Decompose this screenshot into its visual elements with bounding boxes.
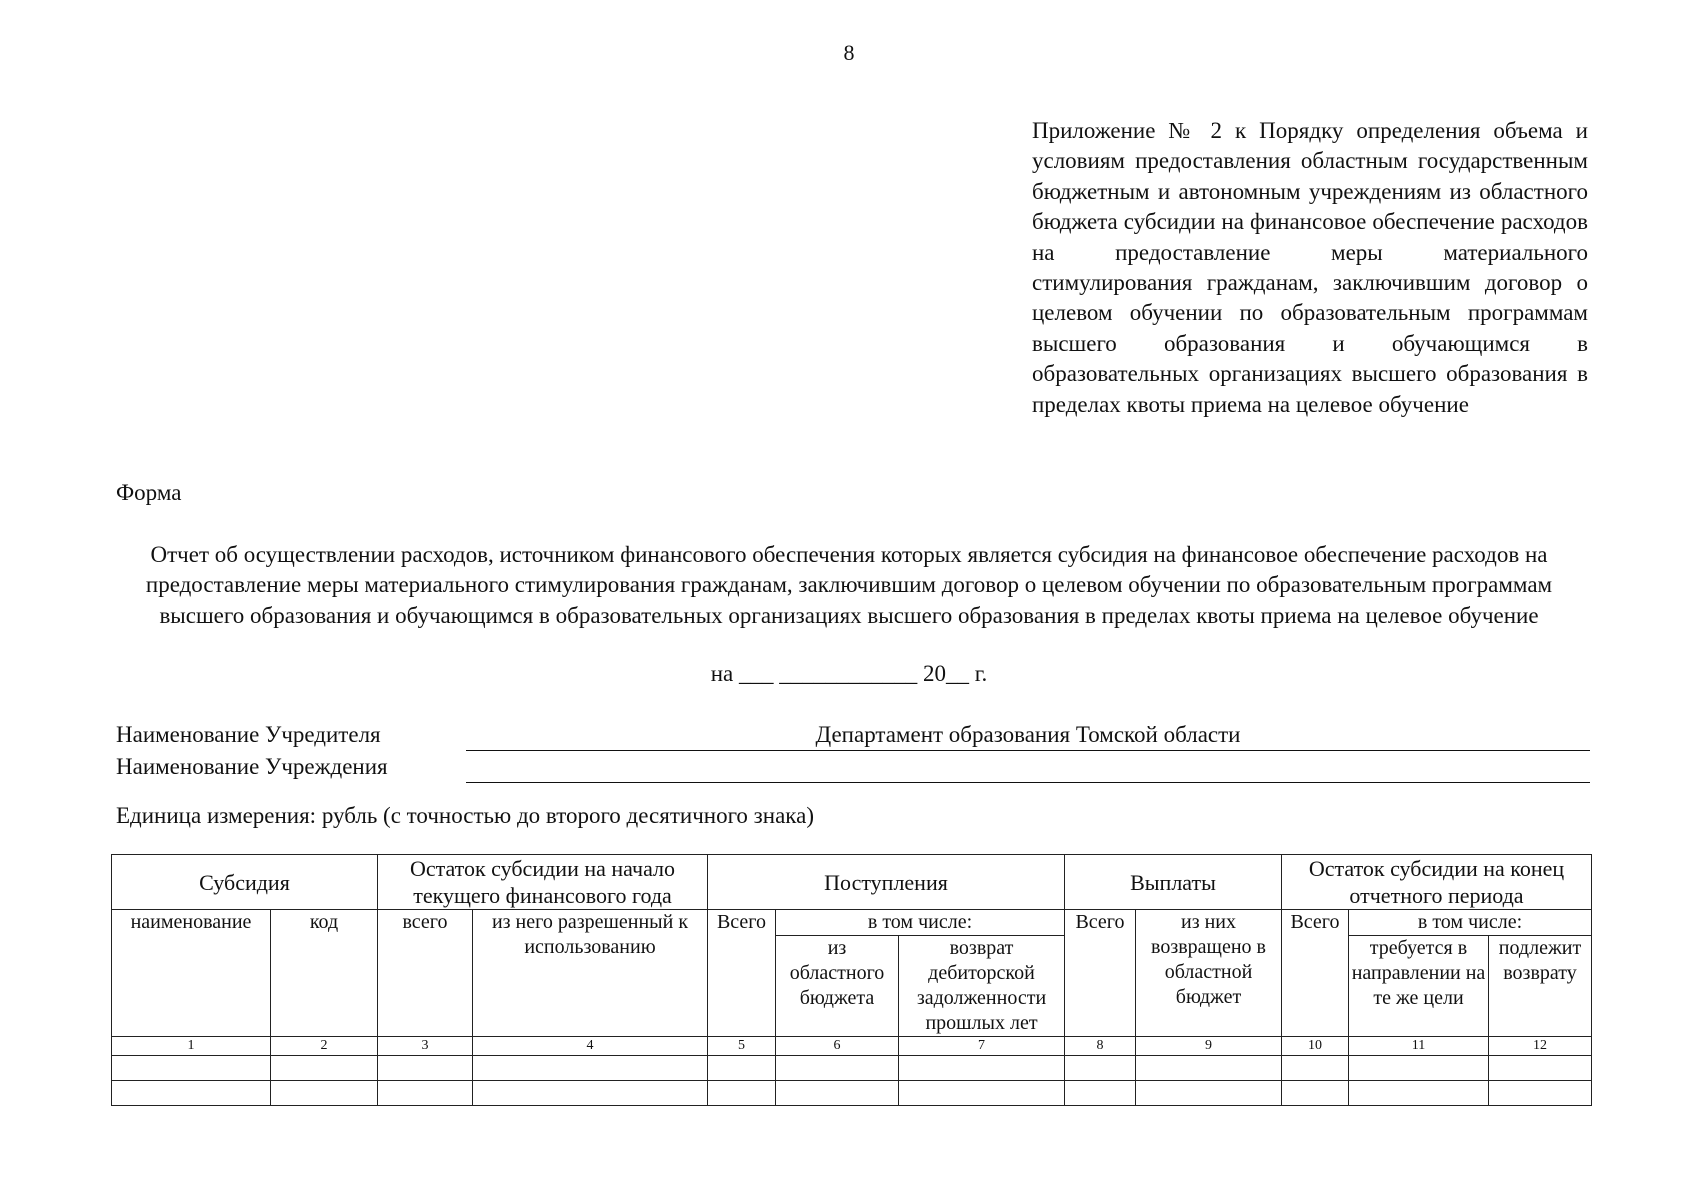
table-cell[interactable] bbox=[1489, 1081, 1592, 1106]
table-cell[interactable] bbox=[378, 1056, 473, 1081]
header-end-balance: Остаток субсидии на конец отчетного периода bbox=[1282, 855, 1592, 910]
table-cell[interactable] bbox=[271, 1056, 378, 1081]
table-cell[interactable] bbox=[1136, 1081, 1282, 1106]
report-table bbox=[111, 854, 1592, 1106]
column-number: 3 bbox=[378, 1037, 473, 1056]
table-cell[interactable] bbox=[899, 1056, 1065, 1081]
table-cell[interactable] bbox=[776, 1056, 899, 1081]
header-start-total: всего bbox=[378, 910, 473, 1037]
column-number: 11 bbox=[1349, 1037, 1489, 1056]
header-payments-total: Всего bbox=[1065, 910, 1136, 1037]
header-from-regional: из областного бюджета bbox=[776, 936, 899, 1037]
header-code: код bbox=[271, 910, 378, 1037]
founder-label: Наименование Учредителя bbox=[116, 722, 381, 747]
column-number-row bbox=[112, 1037, 1592, 1056]
table-cell[interactable] bbox=[1282, 1056, 1349, 1081]
header-end-total: Всего bbox=[1282, 910, 1349, 1037]
table-cell[interactable] bbox=[378, 1081, 473, 1106]
table-cell[interactable] bbox=[1489, 1056, 1592, 1081]
header-to-return: подлежит возврату bbox=[1489, 936, 1592, 1037]
column-number: 1 bbox=[112, 1037, 271, 1056]
header-subsidy: Субсидия bbox=[112, 855, 378, 910]
table-cell[interactable] bbox=[1065, 1081, 1136, 1106]
column-number: 5 bbox=[708, 1037, 776, 1056]
table-cell[interactable] bbox=[708, 1081, 776, 1106]
table-cell[interactable] bbox=[708, 1056, 776, 1081]
table-cell[interactable] bbox=[271, 1081, 378, 1106]
table-cell[interactable] bbox=[1349, 1081, 1489, 1106]
table-cell[interactable] bbox=[1136, 1056, 1282, 1081]
table-cell[interactable] bbox=[112, 1056, 271, 1081]
table-cell[interactable] bbox=[776, 1081, 899, 1106]
founder-field[interactable]: Департамент образования Томской области bbox=[466, 722, 1590, 751]
column-number: 4 bbox=[473, 1037, 708, 1056]
column-number: 6 bbox=[776, 1037, 899, 1056]
column-number: 8 bbox=[1065, 1037, 1136, 1056]
header-receipts-total: Всего bbox=[708, 910, 776, 1037]
founder-row bbox=[116, 722, 1590, 752]
header-debt-return: возврат дебиторской задолженности прошлых лет bbox=[899, 936, 1065, 1037]
report-title: Отчет об осуществлении расходов, источником финансового обеспечения которых является субсидия на финансовое обеспечение расходов на предоставление меры материального стимулирования гражданам, заключившим договор о целевом обучении по образовательным программам высшего образования и обучающимся в образовательных организациях высшего образования в пределах квоты приема на целевое обучение bbox=[145, 542, 1553, 628]
table-cell[interactable] bbox=[899, 1081, 1065, 1106]
institution-field[interactable] bbox=[466, 754, 1590, 783]
header-payments: Выплаты bbox=[1065, 855, 1282, 910]
unit-of-measure: Единица измерения: рубль (с точностью до второго десятичного знака) bbox=[116, 803, 814, 828]
institution-row bbox=[116, 754, 1590, 784]
header-name: наименование bbox=[112, 910, 271, 1037]
header-receipts-incl: в том числе: bbox=[776, 910, 1065, 936]
table-row bbox=[112, 1056, 1592, 1081]
column-number: 7 bbox=[899, 1037, 1065, 1056]
column-number: 2 bbox=[271, 1037, 378, 1056]
header-end-incl: в том числе: bbox=[1349, 910, 1592, 936]
column-number: 10 bbox=[1282, 1037, 1349, 1056]
header-start-allowed: из него разрешенный к использованию bbox=[473, 910, 708, 1037]
table-cell[interactable] bbox=[1065, 1056, 1136, 1081]
table-cell[interactable] bbox=[473, 1056, 708, 1081]
table-cell[interactable] bbox=[1282, 1081, 1349, 1106]
header-start-balance: Остаток субсидии на начало текущего финансового года bbox=[378, 855, 708, 910]
header-returned: из них возвращено в областной бюджет bbox=[1136, 910, 1282, 1037]
table-row bbox=[112, 1081, 1592, 1106]
appendix-note: Приложение № 2 к Порядку определения объема и условиям предоставления областным государственным бюджетным и автономным учреждениям из областного бюджета субсидии на финансовое обеспечение расходов на предоставление меры материального стимулирования гражданам, заключившим договор о целевом обучении по образовательным программам высшего образования и обучающимся в образовательных организациях высшего образования в пределах квоты приема на целевое обучение bbox=[1032, 118, 1588, 417]
report-date: на ___ ____________ 20__ г. bbox=[710, 661, 988, 686]
table-cell[interactable] bbox=[112, 1081, 271, 1106]
header-receipts: Поступления bbox=[708, 855, 1065, 910]
column-number: 12 bbox=[1489, 1037, 1592, 1056]
table-cell[interactable] bbox=[473, 1081, 708, 1106]
table-cell[interactable] bbox=[1349, 1056, 1489, 1081]
page-number: 8 bbox=[843, 40, 855, 65]
form-label: Форма bbox=[116, 480, 182, 505]
header-required-same: требуется в направлении на те же цели bbox=[1349, 936, 1489, 1037]
column-number: 9 bbox=[1136, 1037, 1282, 1056]
institution-label: Наименование Учреждения bbox=[116, 754, 388, 779]
